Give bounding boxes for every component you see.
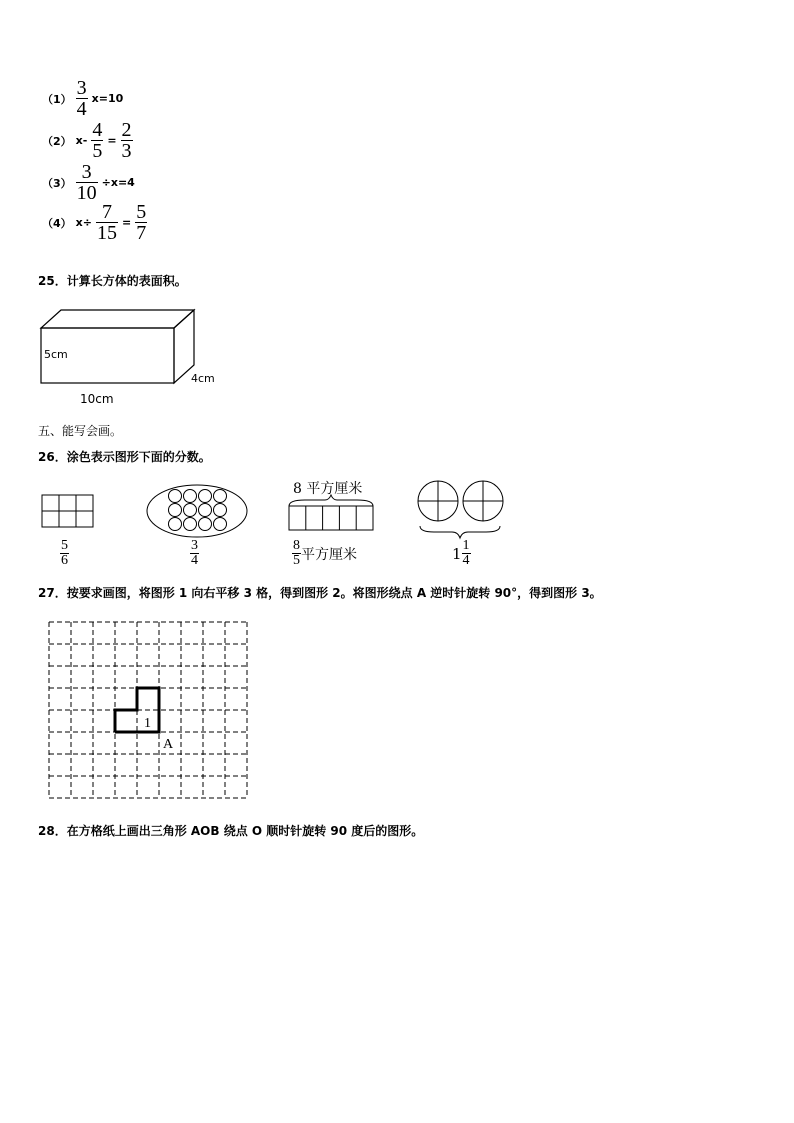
question-28: 28．在方格纸上画出三角形 AOB 绕点 O 顺时针旋转 90 度后的图形。: [38, 824, 424, 838]
strip-figure: [285, 494, 377, 534]
question-25: 25．计算长方体的表面积。: [38, 274, 187, 288]
fraction: $\frac{3}{10}$: [76, 161, 97, 204]
length-label: 10cm: [80, 392, 114, 406]
small-circle: [214, 490, 227, 503]
fraction: $\frac{2}{3}$: [121, 119, 132, 162]
equation-label: （2）: [42, 134, 72, 148]
point-label: A: [163, 737, 174, 752]
small-circle: [199, 504, 212, 517]
fig3-fraction: $\frac{8}{5}$ 平方厘米: [293, 538, 357, 568]
question-26: 26．涂色表示图形下面的分数。: [38, 450, 211, 464]
circles-quarter-figure: [414, 480, 509, 542]
small-circle: [199, 518, 212, 531]
shape-label: 1: [144, 716, 151, 731]
equation-3: [42, 162, 135, 203]
small-circle: [169, 490, 182, 503]
small-circle: [184, 490, 197, 503]
equation-label: （4）: [42, 216, 72, 230]
width-label: 4cm: [191, 372, 215, 385]
fig3-unit: 平方厘米: [301, 546, 357, 563]
small-circle: [199, 490, 212, 503]
fraction: $\frac{3}{4}$: [76, 77, 87, 120]
fig4-mixed-number: 1 $\frac{1}{4}$: [452, 538, 470, 568]
dashed-grid-figure: [44, 620, 252, 804]
equation-text: x-: [75, 134, 88, 147]
small-circle: [184, 504, 197, 517]
fig1-fraction: $\frac{5}{6}$: [61, 538, 68, 568]
fraction: $\frac{4}{5}$: [92, 119, 103, 162]
equation-4: [42, 202, 147, 243]
equation-label: （1）: [42, 92, 72, 106]
small-circle: [184, 518, 197, 531]
question-27: 27．按要求画图，将图形 1 向右平移 3 格，得到图形 2。将图形绕点 A 逆时针旋转 90°，得到图形 3。: [38, 586, 602, 600]
fraction: $\frac{7}{15}$: [96, 201, 117, 244]
equation-text: =: [121, 216, 132, 229]
section-title: 五、能写会画。: [38, 424, 123, 438]
ellipse-circles-figure: [145, 483, 251, 541]
grid-rectangle-figure: [40, 493, 96, 529]
small-circle: [169, 518, 182, 531]
whole-part: 1: [452, 544, 462, 563]
fig2-fraction: $\frac{3}{4}$: [191, 538, 198, 568]
equation-text: x÷: [75, 216, 92, 229]
small-circle: [214, 504, 227, 517]
height-label: 5cm: [44, 348, 68, 361]
equation-1: [42, 78, 123, 119]
fig3-top-label: 8 平方厘米: [293, 481, 363, 497]
small-circle: [169, 504, 182, 517]
equation-text: =: [107, 134, 117, 147]
small-circle: [214, 518, 227, 531]
equation-text: x=10: [91, 92, 124, 105]
fraction: $\frac{5}{7}$: [136, 201, 147, 244]
equation-text: ÷x=4: [101, 176, 135, 189]
equation-2: [42, 120, 133, 161]
equation-label: （3）: [42, 176, 72, 190]
cuboid-figure: [36, 305, 236, 410]
